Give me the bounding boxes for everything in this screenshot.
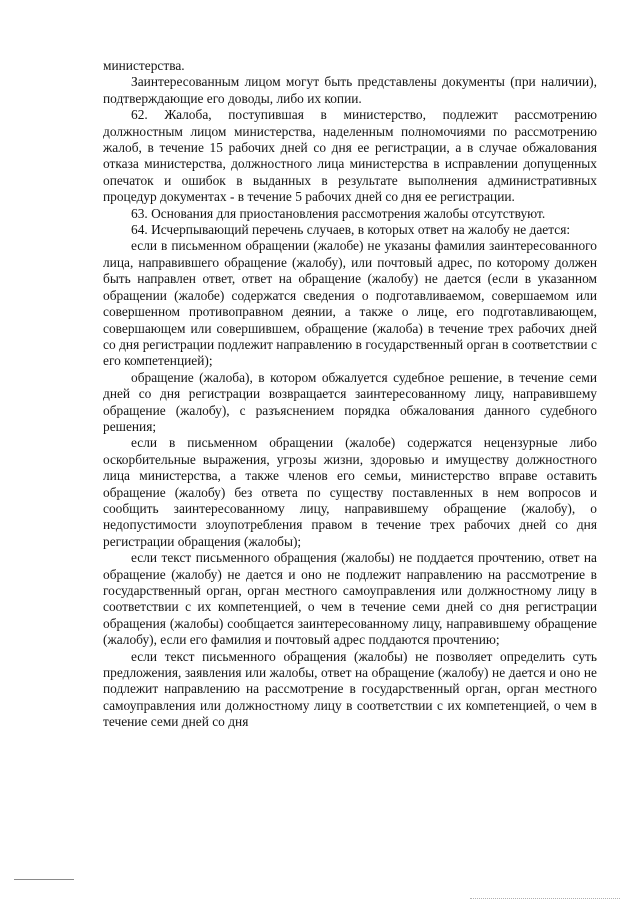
- paragraph-case-2: обращение (жалоба), в котором обжалуется судебное решение, в течение семи дней со дня регистрации возвращается заинтересованному лицу, направившему обращение (жалобу), с разъяснением порядка обжалования данного судебного решения;: [103, 369, 597, 434]
- paragraph-63: 63. Основания для приостановления рассмотрения жалобы отсутствуют.: [131, 205, 546, 221]
- footer-rule-left: [14, 879, 74, 880]
- paragraph-ministry-tail: министерства.: [103, 58, 185, 73]
- paragraph-case-5: если текст письменного обращения (жалобы) не позволяет определить суть предложения, заявления или жалобы, ответ на обращение (жалобу) не дается и оно не подлежит направлению на рассмотрение в государственный орган, орган местного самоуправления или должностному лицу в соответствии с их компетенцией, о чем в течение семи дней со дня: [103, 648, 597, 730]
- paragraph-62: 62. Жалоба, поступившая в министерство, подлежит рассмотрению должностным лицом министерства, наделенным полномочиями по рассмотрению жалоб, в течение 15 рабочих дней со дня ее регистрации, а в случае обжалования отказа министерства, должностного лица министерства в исправлении допущенных опечаток и ошибок в выданных в результате выполнения административных процедур документах - в течение 5 рабочих дней со дня ее регистрации.: [103, 107, 597, 205]
- paragraph-64: 64. Исчерпывающий перечень случаев, в которых ответ на жалобу не дается:: [131, 222, 571, 238]
- paragraph-documents: Заинтересованным лицом могут быть представлены документы (при наличии), подтверждающие его доводы, либо их копии.: [103, 74, 597, 106]
- paragraph-case-3: если в письменном обращении (жалобе) содержатся нецензурные либо оскорбительные выражения, угрозы жизни, здоровью и имуществу должностного лица министерства, а также членов его семьи, министерство вправе оставить обращение (жалобу) без ответа по существу поставленных в нем вопросов и сообщить заинтересованному лицу, направившему обращение (жалобу), о недопустимости злоупотребления правом в течение трех рабочих дней со дня регистрации обращения (жалобы);: [103, 435, 597, 549]
- paragraph-case-4: если текст письменного обращения (жалобы) не поддается прочтению, ответ на обращение (жалобу) не дается и оно не подлежит направлению на рассмотрение в государственный орган, орган местного самоуправления или должностному лицу в соответствии с их компетенцией, о чем в течение семи дней со дня регистрации обращения (жалобы) сообщается заинтересованному лицу, направившему обращение (жалобу), если его фамилия и почтовый адрес поддаются прочтению;: [103, 550, 597, 648]
- footer-rule-right: [470, 898, 620, 899]
- paragraph-case-1: если в письменном обращении (жалобе) не указаны фамилия заинтересованного лица, направившего обращение (жалобу), или почтовый адрес, по которому должен быть направлен ответ, ответ на обращение (жалобу) не дается (если в указанном обращении (жалобе) содержатся сведения о подготавливаемом, совершаемом или совершенном противоправном деянии, а также о лице, его подготавливающем, совершающем или совершившем, обращение (жалоба) в течение трех рабочих дней со дня регистрации подлежит направлению в государственный орган в соответствии с его компетенцией);: [103, 238, 597, 369]
- document-body: [103, 58, 597, 731]
